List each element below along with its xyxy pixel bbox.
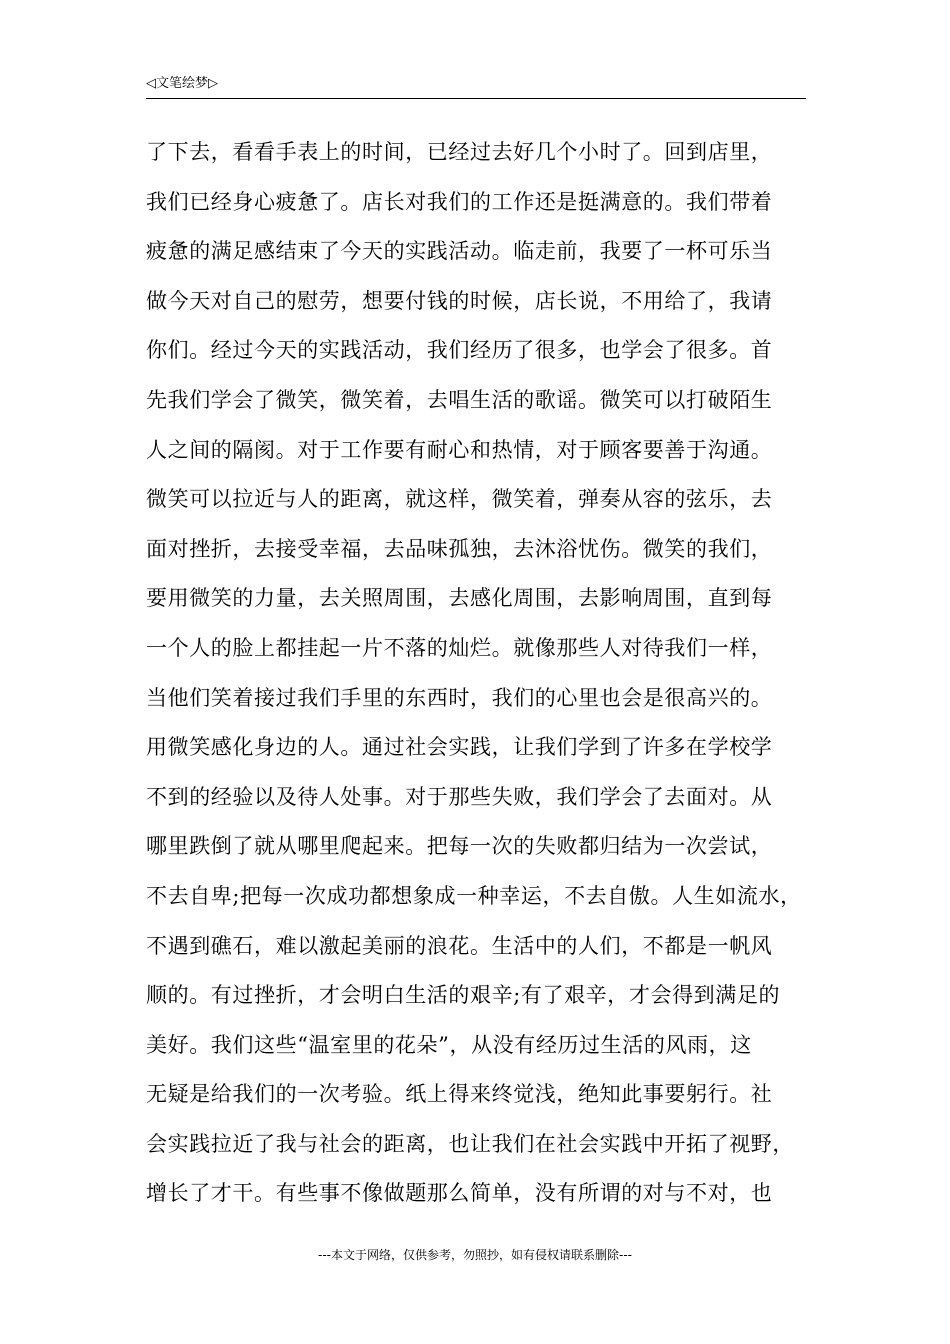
text-line: 无疑是给我们的一次考验。纸上得来终觉浅，绝知此事要躬行。社 bbox=[146, 1082, 773, 1107]
body-text bbox=[146, 128, 811, 1219]
header-title: ◁文笔绘梦▷ bbox=[146, 76, 218, 91]
text-line: 美好。我们这些“温室里的花朵”，从没有经历过生活的风雨，这 bbox=[146, 1032, 752, 1057]
text-line: 不到的经验以及待人处事。对于那些失败，我们学会了去面对。从 bbox=[146, 784, 773, 809]
text-line: 人之间的隔阂。对于工作要有耐心和热情，对于顾客要善于沟通。 bbox=[146, 437, 773, 462]
text-line: 面对挫折，去接受幸福，去品味孤独，去沐浴忧伤。微笑的我们， bbox=[146, 536, 773, 561]
text-line: 我们已经身心疲惫了。店长对我们的工作还是挺满意的。我们带着 bbox=[146, 189, 773, 214]
text-line: 微笑可以拉近与人的距离，就这样，微笑着，弹奏从容的弦乐，去 bbox=[146, 487, 773, 512]
text-line: 一个人的脸上都挂起一片不落的灿烂。就像那些人对待我们一样， bbox=[146, 635, 773, 660]
text-line: 当他们笑着接过我们手里的东西时，我们的心里也会是很高兴的。 bbox=[146, 685, 773, 710]
text-line: 疲惫的满足感结束了今天的实践活动。临走前，我要了一杯可乐当 bbox=[146, 239, 773, 264]
page-header bbox=[146, 72, 806, 99]
page-footer: ---本文于网络，仅供参考，勿照抄，如有侵权请联系删除--- bbox=[318, 1248, 632, 1262]
text-line: 增长了才干。有些事不像做题那么简单，没有所谓的对与不对，也 bbox=[146, 1181, 773, 1206]
text-line: 了下去，看看手表上的时间，已经过去好几个小时了。回到店里， bbox=[146, 140, 773, 164]
text-line: 不去自卑;把每一次成功都想象成一种幸运，不去自傲。人生如流水， bbox=[146, 883, 802, 908]
text-line: 你们。经过今天的实践活动，我们经历了很多，也学会了很多。首 bbox=[146, 338, 773, 363]
text-line: 顺的。有过挫折，才会明白生活的艰辛;有了艰辛，才会得到满足的 bbox=[146, 983, 781, 1008]
text-line: 哪里跌倒了就从哪里爬起来。把每一次的失败都归结为一次尝试， bbox=[146, 834, 773, 859]
text-line: 会实践拉近了我与社会的距离，也让我们在社会实践中开拓了视野， bbox=[146, 1131, 794, 1156]
text-line: 不遇到礁石，难以激起美丽的浪花。生活中的人们，不都是一帆风 bbox=[146, 933, 773, 958]
text-line: 做今天对自己的慰劳，想要付钱的时候，店长说，不用给了，我请 bbox=[146, 288, 773, 313]
text-line: 先我们学会了微笑，微笑着，去唱生活的歌谣。微笑可以打破陌生 bbox=[146, 387, 773, 412]
text-line: 要用微笑的力量，去关照周围，去感化周围，去影响周围，直到每 bbox=[146, 586, 773, 611]
text-line: 用微笑感化身边的人。通过社会实践，让我们学到了许多在学校学 bbox=[146, 735, 773, 760]
